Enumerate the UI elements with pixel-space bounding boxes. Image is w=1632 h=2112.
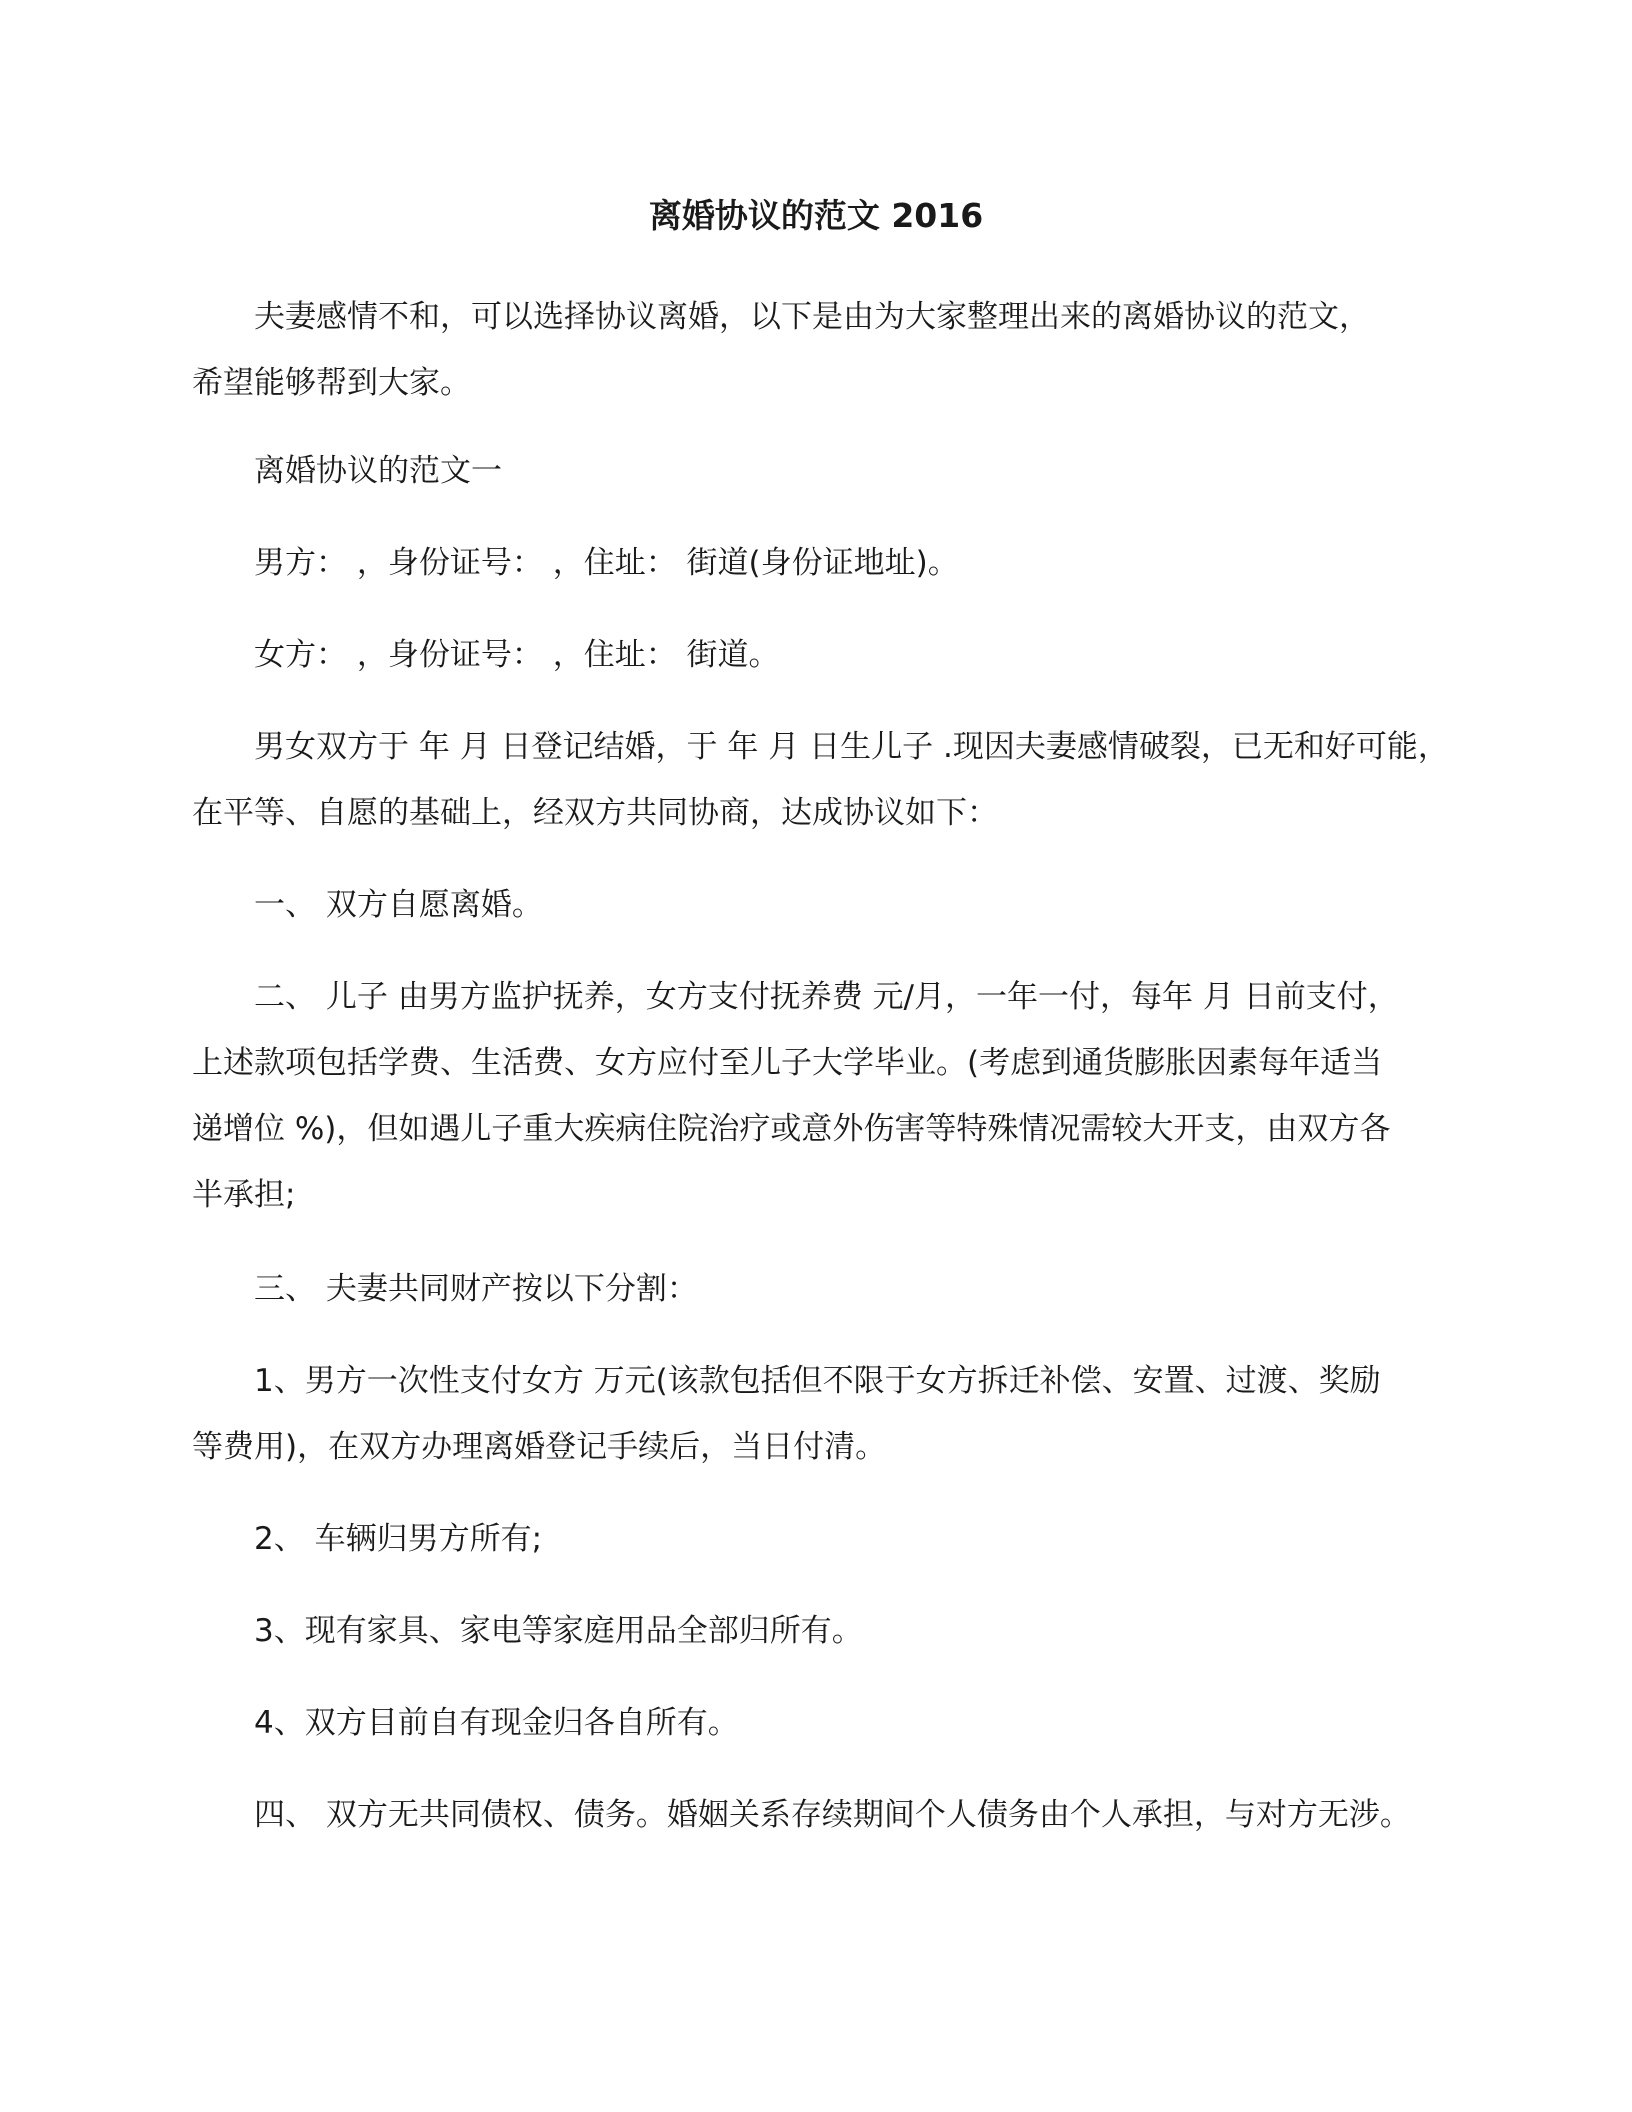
marriage-paragraph (192, 714, 1460, 846)
intro-paragraph (192, 284, 1460, 416)
paragraph-line: 男女双方于 年 月 日登记结婚，于 年 月 日生儿子 .现因夫妻感情破裂，已无和好可能， (254, 729, 1449, 765)
paragraph-line: 夫妻感情不和，可以选择协议离婚，以下是由为大家整理出来的离婚协议的范文， (254, 299, 1370, 335)
paragraph-line: 二、 儿子 由男方监护抚养，女方支付抚养费 元/月，一年一付，每年 月 日前支付， (254, 979, 1399, 1015)
document-title: 离婚协议的范文 2016 (648, 196, 984, 235)
paragraph-line: 希望能够帮到大家。 (192, 365, 471, 401)
item-three: 3、现有家具、家电等家庭用品全部归所有。 (254, 1613, 863, 1649)
clause-four: 四、 双方无共同债权、债务。婚姻关系存续期间个人债务由个人承担，与对方无涉。 (254, 1797, 1411, 1833)
item-one (192, 1348, 1460, 1480)
section-heading: 离婚协议的范文一 (254, 453, 502, 489)
paragraph-line: 等费用)，在双方办理离婚登记手续后，当日付清。 (192, 1429, 887, 1465)
item-four: 4、双方目前自有现金归各自所有。 (254, 1705, 739, 1741)
clause-three: 三、 夫妻共同财产按以下分割： (254, 1271, 698, 1307)
male-party-line: 男方： ，身份证号： ，住址： 街道(身份证地址)。 (254, 545, 959, 581)
paragraph-line: 半承担; (192, 1177, 296, 1213)
clause-one: 一、 双方自愿离婚。 (254, 887, 543, 923)
female-party-line: 女方： ，身份证号： ，住址： 街道。 (254, 637, 780, 673)
item-two: 2、 车辆归男方所有; (254, 1521, 543, 1557)
paragraph-line: 在平等、自愿的基础上，经双方共同协商，达成协议如下： (192, 795, 998, 831)
paragraph-line: 1、男方一次性支付女方 万元(该款包括但不限于女方拆迁补偿、安置、过渡、奖励 (254, 1363, 1381, 1399)
paragraph-line: 递增位 %)，但如遇儿子重大疾病住院治疗或意外伤害等特殊情况需较大开支，由双方各 (192, 1111, 1391, 1147)
clause-two (192, 964, 1460, 1228)
paragraph-line: 上述款项包括学费、生活费、女方应付至儿子大学毕业。(考虑到通货膨胀因素每年适当 (192, 1045, 1383, 1081)
